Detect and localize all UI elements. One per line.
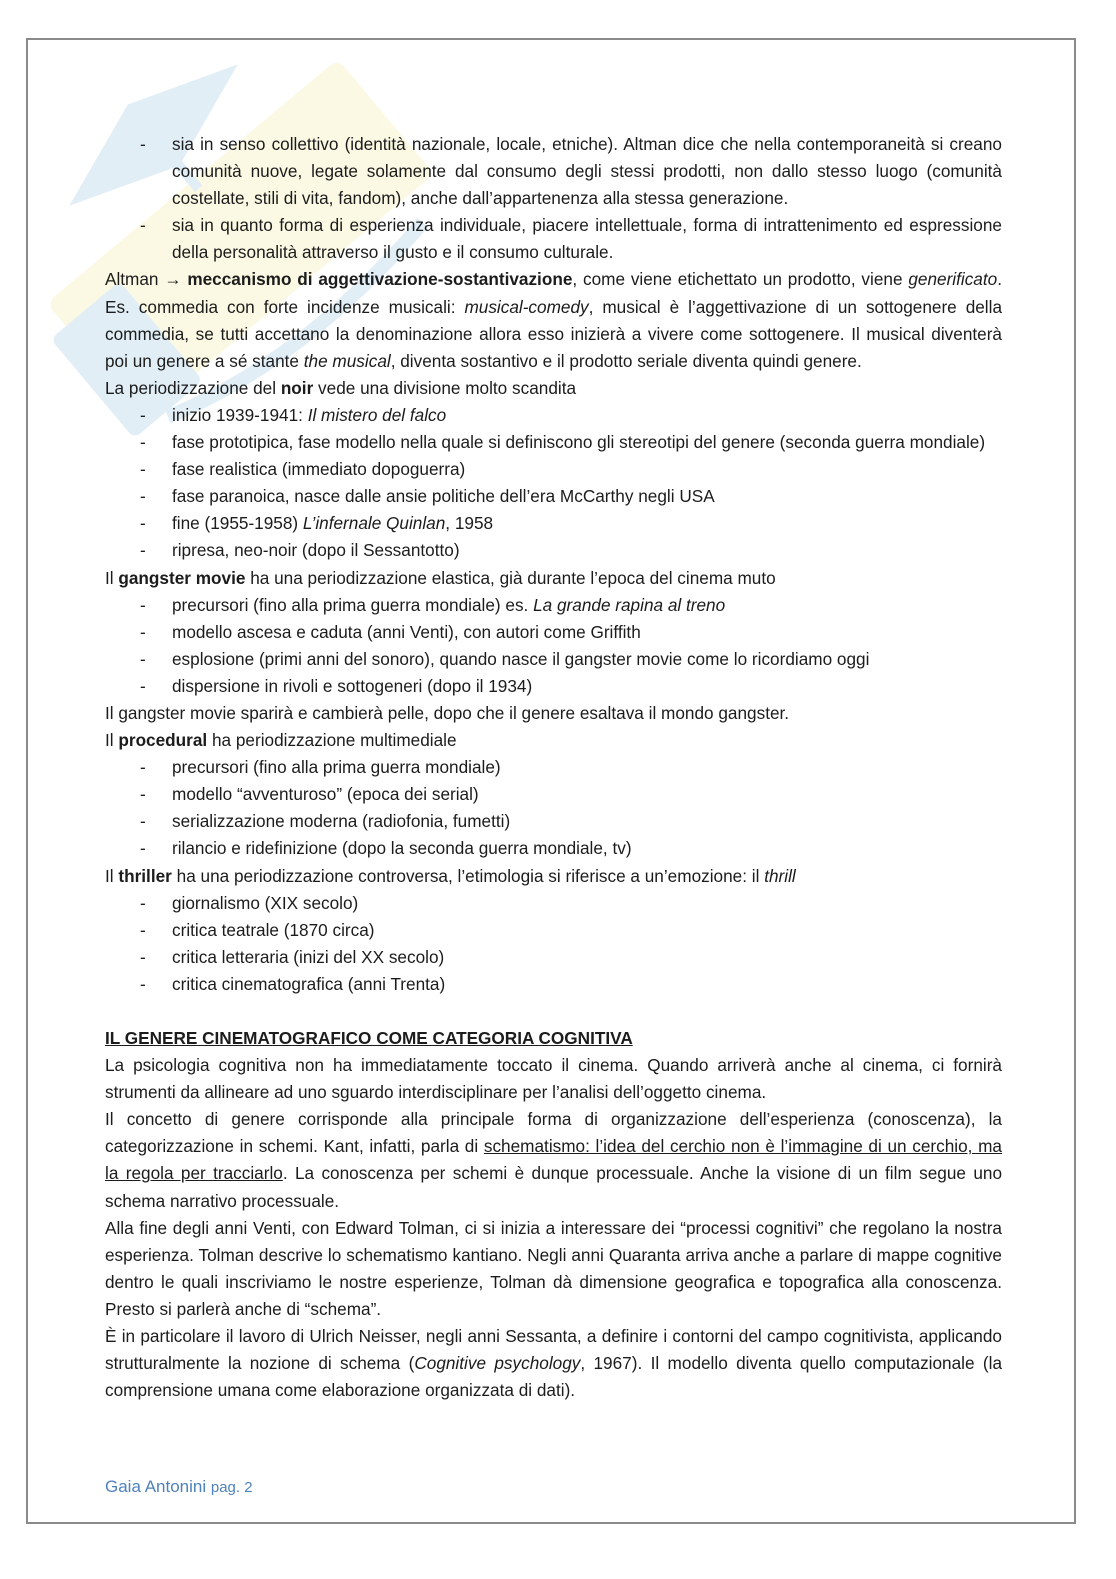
- text-run: Il: [105, 730, 119, 751]
- text-run: Il concetto di genere corrisponde alla principale forma di organizzazione dell’esperienza (conoscenza), la categorizzazione in schemi. Kant, infatti, parla di: [105, 1109, 1002, 1157]
- section-paragraph: [105, 1323, 1002, 1404]
- list-item: - esplosione (primi anni del sonoro), quando nasce il gangster movie come lo ricordiamo oggi: [105, 646, 1002, 673]
- italic-term: generificato: [908, 269, 998, 290]
- list-item: - serializzazione moderna (radiofonia, fumetti): [105, 808, 1002, 835]
- text-run: , come viene etichettato un prodotto, viene: [572, 269, 909, 290]
- gangster-list: [105, 592, 1002, 700]
- text-run: precursori (fino alla prima guerra mondiale) es.: [172, 594, 534, 615]
- collective-list: [105, 131, 1002, 266]
- underlined-text: schematismo: l’idea del cerchio non è l’immagine di un cerchio, ma la regola per tracciarlo: [105, 1136, 1002, 1184]
- section-heading: IL GENERE CINEMATOGRAFICO COME CATEGORIA COGNITIVA: [105, 1028, 633, 1048]
- procedural-intro: [105, 727, 1002, 754]
- section-paragraph: [105, 1106, 1002, 1214]
- italic-term: the musical: [303, 350, 391, 371]
- bold-term: noir: [280, 377, 314, 398]
- section-paragraph: Alla fine degli anni Venti, con Edward Tolman, ci si inizia a interessare dei “processi cognitivi” che regolano la nostra esperienza. Tolman descrive lo schematismo kantiano. Negli anni Quaranta arriva anche a parlare di mappe cognitive dentro le quali inscriviamo le nostre esperienze, Tolman dà dimensione geografica e topografica alla conoscenza. Presto si parlerà anche di “schema”.: [105, 1217, 1002, 1319]
- document-body: [105, 131, 1002, 1404]
- gangster-intro: [105, 565, 1002, 592]
- list-item: - modello ascesa e caduta (anni Venti), con autori come Griffith: [105, 619, 1002, 646]
- text-run: ha una periodizzazione elastica, già durante l’epoca del cinema muto: [245, 567, 776, 588]
- page-footer: [105, 1477, 253, 1497]
- list-item: - rilancio e ridefinizione (dopo la seconda guerra mondiale, tv): [105, 835, 1002, 862]
- thriller-list: [105, 890, 1002, 998]
- footer-author: Gaia Antonini: [105, 1477, 207, 1496]
- list-item: [105, 592, 1002, 619]
- procedural-list: [105, 754, 1002, 862]
- text-run: . La conoscenza per schemi è dunque processuale. Anche la visione di un film segue uno schema narrativo processuale.: [105, 1163, 1002, 1211]
- list-item: - precursori (fino alla prima guerra mondiale): [105, 754, 1002, 781]
- list-item: - sia in quanto forma di esperienza individuale, piacere intellettuale, forma di intrattenimento ed espressione della personalità attraverso il gusto e il consumo culturale.: [105, 212, 1002, 266]
- list-item: - critica cinematografica (anni Trenta): [105, 971, 1002, 998]
- text-run: La periodizzazione del: [105, 377, 281, 398]
- list-item: - dispersione in rivoli e sottogeneri (dopo il 1934): [105, 673, 1002, 700]
- text-run: Altman: [105, 269, 159, 290]
- italic-term: La grande rapina al treno: [533, 594, 726, 615]
- gangster-after: Il gangster movie sparirà e cambierà pelle, dopo che il genere esaltava il mondo gangster.: [105, 702, 790, 723]
- arrow-icon: →: [164, 269, 182, 290]
- text-run: Il: [105, 567, 119, 588]
- list-item: - fase prototipica, fase modello nella quale si definiscono gli stereotipi del genere (seconda guerra mondiale): [105, 429, 1002, 456]
- text-run: ha periodizzazione multimediale: [207, 730, 457, 751]
- italic-term: thrill: [764, 865, 796, 886]
- list-item: [105, 402, 1002, 429]
- text-run: inizio 1939-1941:: [172, 404, 308, 425]
- italic-term: Cognitive psychology: [414, 1353, 581, 1374]
- text-run: fine (1955-1958): [172, 513, 303, 534]
- italic-term: musical-comedy: [464, 296, 589, 317]
- footer-page-number: pag. 2: [210, 1479, 253, 1496]
- italic-term: L’infernale Quinlan: [302, 513, 446, 534]
- text-run: , diventa sostantivo e il prodotto seriale diventa quindi genere.: [390, 350, 862, 371]
- thriller-intro: [105, 863, 1002, 890]
- text-run: vede una divisione molto scandita: [313, 377, 577, 398]
- list-item: - modello “avventuroso” (epoca dei serial): [105, 781, 1002, 808]
- text-run: , 1958: [445, 513, 494, 534]
- text-run: ha una periodizzazione controversa, l’etimologia si riferisce a un’emozione: il: [171, 865, 765, 886]
- list-item: - sia in senso collettivo (identità nazionale, locale, etniche). Altman dice che nella contemporaneità si creano comunità nuove, legate solamente dal consumo degli stessi prodotti, non dallo stesso luogo (comunità costellate, stili di vita, fandom), anche dall’appartenenza alla stessa generazione.: [105, 131, 1002, 212]
- list-item: - critica letteraria (inizi del XX secolo): [105, 944, 1002, 971]
- text-run: . Es. commedia con forte incidenze musicali:: [105, 269, 1002, 317]
- section-paragraph: La psicologia cognitiva non ha immediatamente toccato il cinema. Quando arriverà anche al cinema, ci fornirà strumenti da allineare ad uno sguardo interdisciplinare per l’analisi dell’oggetto cinema.: [105, 1055, 1002, 1103]
- bold-term: gangster movie: [118, 567, 246, 588]
- noir-intro: [105, 375, 1002, 402]
- list-item: - critica teatrale (1870 circa): [105, 917, 1002, 944]
- bold-term: thriller: [118, 865, 172, 886]
- list-item: - giornalismo (XIX secolo): [105, 890, 1002, 917]
- noir-list: [105, 402, 1002, 565]
- bold-term: meccanismo di aggettivazione-sostantivazione: [187, 269, 573, 290]
- list-item: - fase paranoica, nasce dalle ansie politiche dell’era McCarthy negli USA: [105, 483, 1002, 510]
- text-run: , 1967). Il modello diventa quello computazionale (la comprensione umana come elaborazione organizzata di dati).: [105, 1353, 1003, 1401]
- list-item: - fase realistica (immediato dopoguerra): [105, 456, 1002, 483]
- text-run: , musical è l’aggettivazione di un sottogenere della commedia, se tutti accettano la denominazione allora esso inizierà a vivere come sottogenere. Il musical diventerà poi un genere a sé stante: [105, 296, 1003, 371]
- altman-paragraph: [105, 266, 1002, 374]
- bold-term: procedural: [118, 730, 208, 751]
- italic-term: Il mistero del falco: [307, 404, 447, 425]
- list-item: - ripresa, neo-noir (dopo il Sessantotto): [105, 537, 1002, 564]
- list-item: [105, 510, 1002, 537]
- text-run: Il: [105, 865, 119, 886]
- text-run: È in particolare il lavoro di Ulrich Neisser, negli anni Sessanta, a definire i contorni del campo cognitivista, applicando strutturalmente la nozione di schema (: [105, 1326, 1002, 1374]
